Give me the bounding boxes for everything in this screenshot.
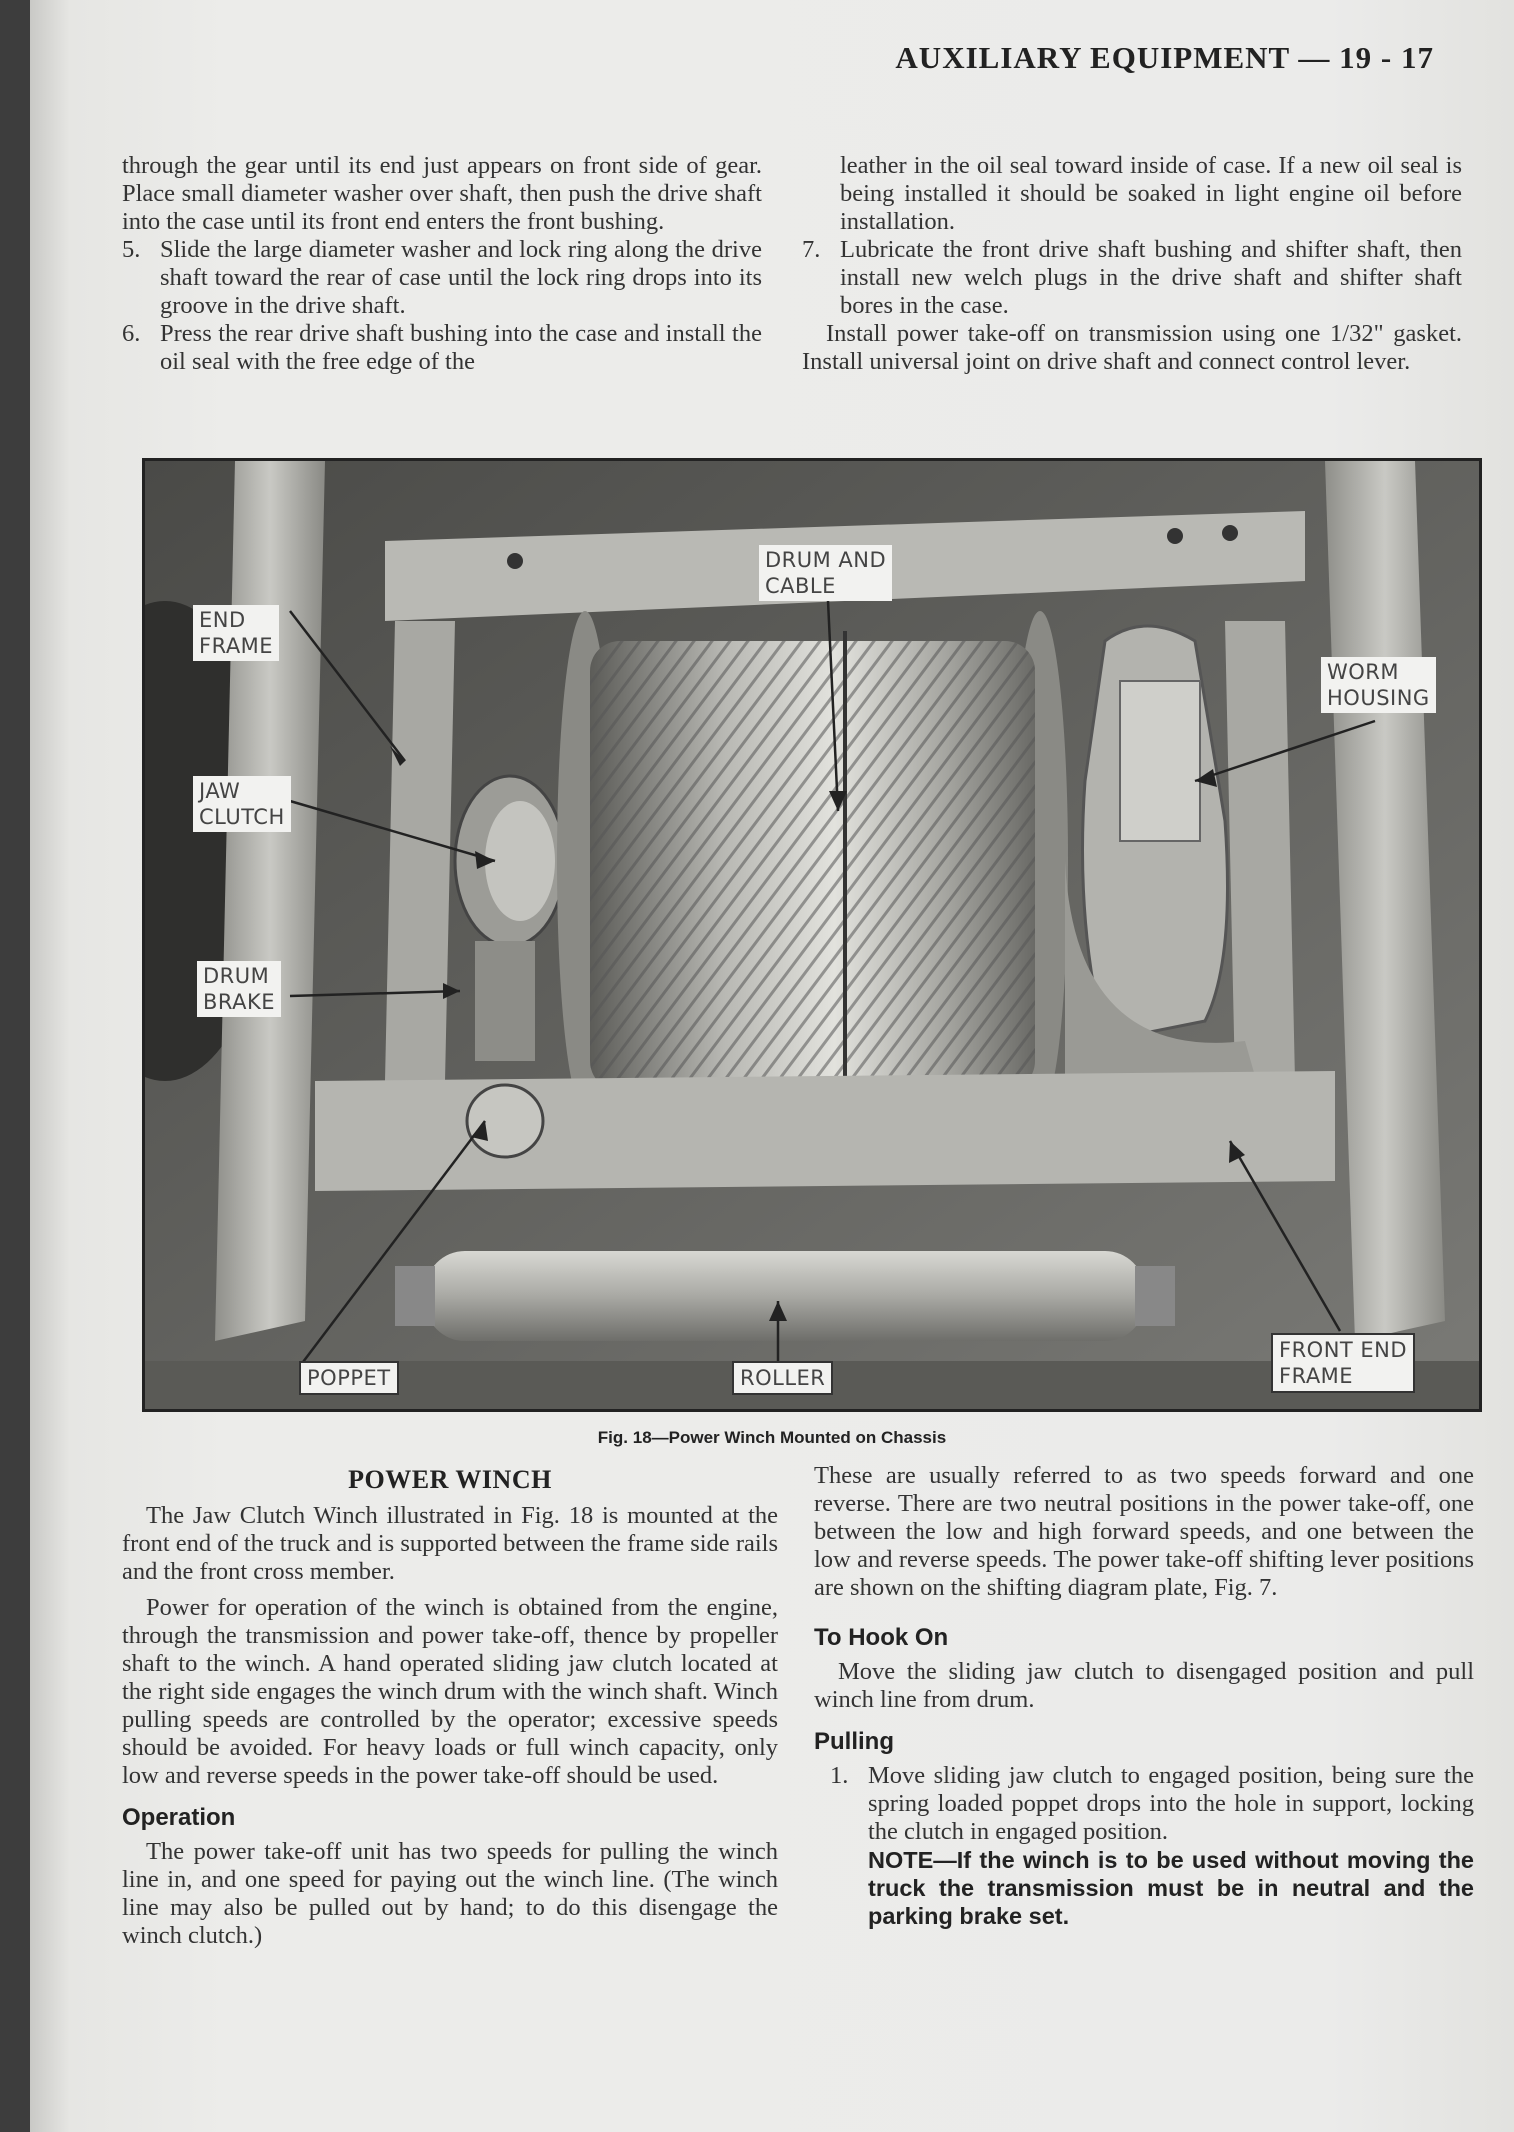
- paragraph: Move the sliding jaw clutch to disengaged position and pull winch line from drum.: [814, 1658, 1474, 1713]
- label-end-frame: [193, 605, 279, 661]
- list-item: [122, 236, 762, 320]
- top-right-column: [802, 152, 1462, 376]
- item-text: Move sliding jaw clutch to engaged position, being sure the spring loaded poppet drops into the hole in support, locking the clutch in engaged position.: [868, 1762, 1474, 1845]
- item-text: Lubricate the front drive shaft bushing and shifter shaft, then install new welch plugs in the drive shaft and shifter shaft bores in the case.: [840, 236, 1462, 319]
- label-line: HOUSING: [1327, 686, 1430, 710]
- label-line: FRAME: [199, 634, 274, 658]
- paragraph: The Jaw Clutch Winch illustrated in Fig. 18 is mounted at the front end of the truck and is supported between the frame side rails and the front cross member.: [122, 1502, 778, 1585]
- bottom-right-column: [814, 1462, 1474, 1930]
- label-drum-brake: [197, 961, 281, 1017]
- paragraph: Install power take-off on transmission using one 1/32" gasket. Install universal joint on drive shaft and connect control lever.: [802, 320, 1462, 375]
- paragraph: Power for operation of the winch is obtained from the engine, through the transmission and power take-off, thence by propeller shaft to the winch. A hand operated sliding jaw clutch located at the right side engages the winch drum with the winch shaft. Winch pulling speeds are controlled by the operator; excessive speeds should be avoided. For heavy loads or full winch capacity, only low and reverse speeds in the power take-off should be used.: [122, 1594, 778, 1789]
- paragraph: leather in the oil seal toward inside of case. If a new oil seal is being installed it should be soaked in light engine oil before installation.: [840, 152, 1462, 235]
- label-line: END: [199, 608, 246, 632]
- label-line: JAW: [199, 779, 241, 803]
- list-item: [830, 1762, 1474, 1846]
- label-line: FRAME: [1279, 1364, 1354, 1388]
- item-number: 5.: [122, 236, 141, 263]
- paragraph: The power take-off unit has two speeds for pulling the winch line in, and one speed for paying out the winch line. (The winch line may also be pulled out by hand; to do this disengage the winch clutch.): [122, 1838, 778, 1949]
- subsection-title: To Hook On: [814, 1624, 949, 1651]
- winch-photo-illustration: [145, 461, 1479, 1409]
- subsection-title: Pulling: [814, 1728, 894, 1755]
- list-item: [802, 236, 1462, 320]
- label-jaw-clutch: [193, 776, 291, 832]
- label-worm-housing: [1321, 657, 1436, 713]
- paragraph: These are usually referred to as two speeds forward and one reverse. There are two neutral positions in the power take-off, one between the low and high forward speeds, and one between the low and reverse speeds. The power take-off shifting lever positions are shown on the shifting diagram plate, Fig. 7.: [814, 1462, 1474, 1601]
- label-poppet: POPPET: [299, 1361, 399, 1395]
- label-line: CABLE: [765, 574, 836, 598]
- label-line: DRUM: [203, 964, 270, 988]
- label-front-end-frame: [1271, 1333, 1415, 1393]
- item-number: 6.: [122, 320, 141, 347]
- list-item: [122, 320, 762, 376]
- figure-caption: Fig. 18—Power Winch Mounted on Chassis: [597, 1428, 947, 1447]
- label-line: FRONT END: [1279, 1338, 1408, 1362]
- item-text: Press the rear drive shaft bushing into the case and install the oil seal with the free edge of the: [160, 320, 762, 375]
- subsection-title: Operation: [122, 1804, 236, 1831]
- label-line: DRUM AND: [765, 548, 887, 572]
- label-drum-and-cable: [759, 545, 892, 601]
- item-text: Slide the large diameter washer and lock ring along the drive shaft toward the rear of case until the lock ring drops into its groove in the drive shaft.: [160, 236, 762, 319]
- label-roller: ROLLER: [732, 1361, 833, 1395]
- label-line: BRAKE: [203, 990, 276, 1014]
- page-header: AUXILIARY EQUIPMENT — 19 - 17: [895, 40, 1434, 75]
- note-text: NOTE—If the winch is to be used without moving the truck the transmission must be in neutral and the parking brake set.: [868, 1847, 1474, 1929]
- bottom-left-column: [122, 1466, 778, 1950]
- label-line: WORM: [1327, 660, 1400, 684]
- manual-page: [30, 0, 1514, 2132]
- winch-photo: [142, 458, 1482, 1412]
- section-title: POWER WINCH: [348, 1465, 552, 1494]
- item-number: 7.: [802, 236, 821, 263]
- label-line: CLUTCH: [199, 805, 285, 829]
- item-number: 1.: [830, 1762, 849, 1789]
- top-left-column: [122, 152, 762, 376]
- paragraph: through the gear until its end just appears on front side of gear. Place small diameter washer over shaft, then push the drive shaft into the case until its front end enters the front bushing.: [122, 152, 762, 235]
